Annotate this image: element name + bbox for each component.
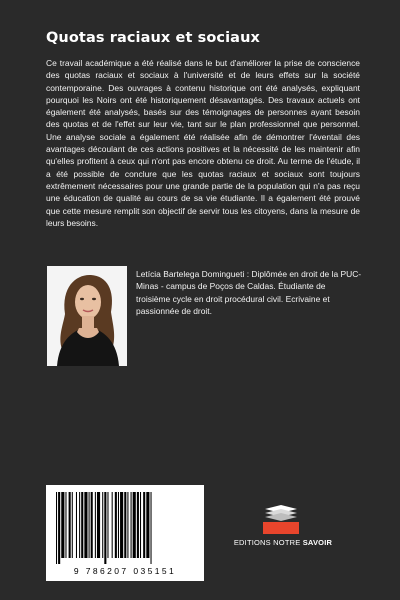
- barcode-bar: [118, 492, 119, 558]
- barcode-bar: [65, 492, 66, 558]
- barcode: [46, 485, 204, 581]
- barcode-bar: [84, 492, 87, 558]
- barcode-bar: [58, 492, 60, 564]
- barcode-bar: [146, 492, 149, 558]
- publisher-name: [233, 538, 333, 547]
- barcode-bar: [69, 492, 71, 558]
- barcode-bar: [81, 492, 83, 558]
- author-portrait-image: [47, 266, 127, 366]
- barcode-bar: [127, 492, 128, 558]
- book-summary: Ce travail académique a été réalisé dans le but d'améliorer la prise de conscience des quotas raciaux et sociaux à l'université et de leurs effets sur la société contemporaine. Des ouvrages à contenu historique ont été analysés, expliquant pourquoi les Noirs ont été historiquement désavantagés. Des travaux actuels ont également été analysés, basés sur des témoignages de personnes ayant besoin des quotas et de l'effet sur leur vie, tant sur le plan professionnel que personnel. Une analyse sociale a également été réalisée afin de démontrer l'éventail des avantages découlant de ces actions positives et la nécessité de les maintenir afin qu'elles profitent à ceux qui n'ont pas encore obtenu ce droit. Au terme de l'étude, il a été possible de conclure que les quotas raciaux et sociaux sont toujours extrêmement nécessaires pour une grande partie de la population qui n'a pas reçu une éducation de qualité au cours de sa vie étudiante. Il a également été prouvé que cette mesure remplit son objectif de servir tous les citoyens, dans la mesure de leurs besoins.: [46, 58, 360, 228]
- barcode-bars: [54, 492, 196, 564]
- barcode-bar: [104, 492, 106, 564]
- publisher-logo-icon: [259, 505, 303, 535]
- book-title: Quotas raciaux et sociaux: [46, 30, 260, 46]
- barcode-bar: [79, 492, 80, 558]
- barcode-bar: [124, 492, 126, 558]
- barcode-bar: [151, 492, 152, 564]
- barcode-bar: [131, 492, 132, 558]
- publisher-logo-accent: [263, 522, 299, 534]
- author-photo: [47, 266, 127, 366]
- barcode-bar: [89, 492, 90, 558]
- barcode-bar: [102, 492, 103, 558]
- barcode-bar: [76, 492, 77, 558]
- barcode-bar: [133, 492, 136, 558]
- publisher-name-part1: EDITIONS NOTRE: [233, 538, 301, 547]
- barcode-bar: [91, 492, 93, 558]
- barcode-bar: [61, 492, 64, 558]
- barcode-bar: [120, 492, 123, 558]
- barcode-bar: [112, 492, 113, 558]
- barcode-bar: [140, 492, 141, 558]
- barcode-bar: [143, 492, 145, 558]
- publisher-name-part2: SAVOIR: [302, 538, 333, 547]
- barcode-bar: [107, 492, 108, 558]
- barcode-bar: [97, 492, 100, 558]
- author-bio: Letícia Bartelega Domingueti : Diplômée en droit de la PUC-Minas - campus de Poços de Caldas. Étudiante de troisième cycle en droit procédural civil. Ecrivaine et passionnée de droit.: [136, 269, 362, 316]
- barcode-bar: [115, 492, 117, 558]
- barcode-bar: [72, 492, 73, 558]
- barcode-bar: [56, 492, 57, 564]
- barcode-bar: [137, 492, 139, 558]
- barcode-bar: [95, 492, 96, 558]
- isbn-number: 9 786207 035151: [73, 566, 177, 576]
